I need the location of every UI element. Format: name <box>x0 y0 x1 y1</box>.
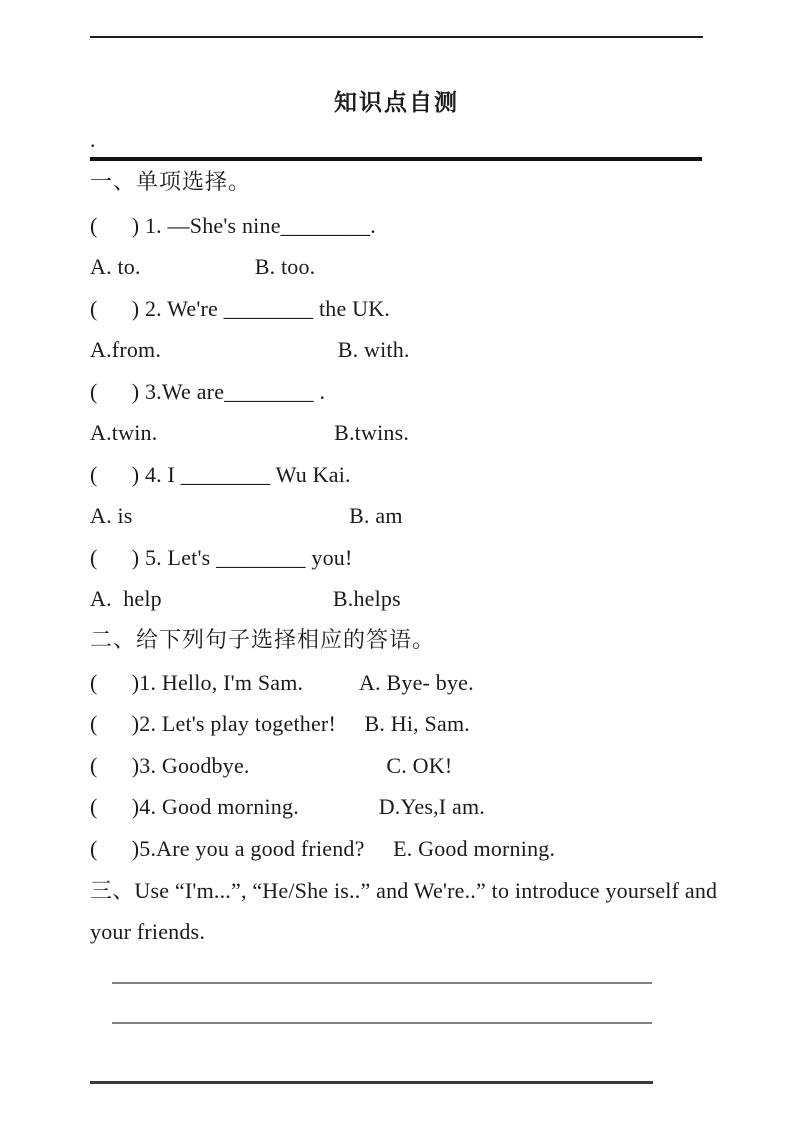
section1-question-2: ( ) 2. We're ________ the UK. <box>90 296 391 321</box>
header-rule <box>90 157 702 161</box>
section1-heading: 一、单项选择。 <box>90 169 252 194</box>
section1-options-5: A. help B.helps <box>90 586 401 611</box>
section2-row-4: ( )4. Good morning. D.Yes,I am. <box>90 794 485 819</box>
section1-options-3: A.twin. B.twins. <box>90 420 410 445</box>
section1-question-1: ( ) 1. —She's nine________. <box>90 213 376 238</box>
section2-row-3: ( )3. Goodbye. C. OK! <box>90 753 453 778</box>
section3-heading-line2: your friends. <box>90 919 206 944</box>
section2-row-5: ( )5.Are you a good friend? E. Good morning. <box>90 836 556 861</box>
section1-options-4: A. is B. am <box>90 503 403 528</box>
section2-heading: 二、给下列句子选择相应的答语。 <box>90 627 436 652</box>
bottom-rule <box>90 1081 653 1084</box>
section1-question-5: ( ) 5. Let's ________ you! <box>90 545 353 570</box>
section2-row-2: ( )2. Let's play together! B. Hi, Sam. <box>90 711 470 736</box>
stray-dot: . <box>90 127 96 152</box>
answer-write-line-1 <box>112 982 652 984</box>
section1-question-3: ( ) 3.We are________ . <box>90 379 326 404</box>
section1-question-4: ( ) 4. I ________ Wu Kai. <box>90 462 351 487</box>
top-rule <box>90 36 703 38</box>
page-title: 知识点自测 <box>334 90 459 115</box>
section1-options-2: A.from. B. with. <box>90 337 410 362</box>
section1-options-1: A. to. B. too. <box>90 254 316 279</box>
section3-heading-line1: 三、Use “I'm...”, “He/She is..” and We're..” to introduce yourself and <box>90 878 718 903</box>
section2-row-1: ( )1. Hello, I'm Sam. A. Bye- bye. <box>90 670 474 695</box>
answer-write-line-2 <box>112 1022 652 1024</box>
